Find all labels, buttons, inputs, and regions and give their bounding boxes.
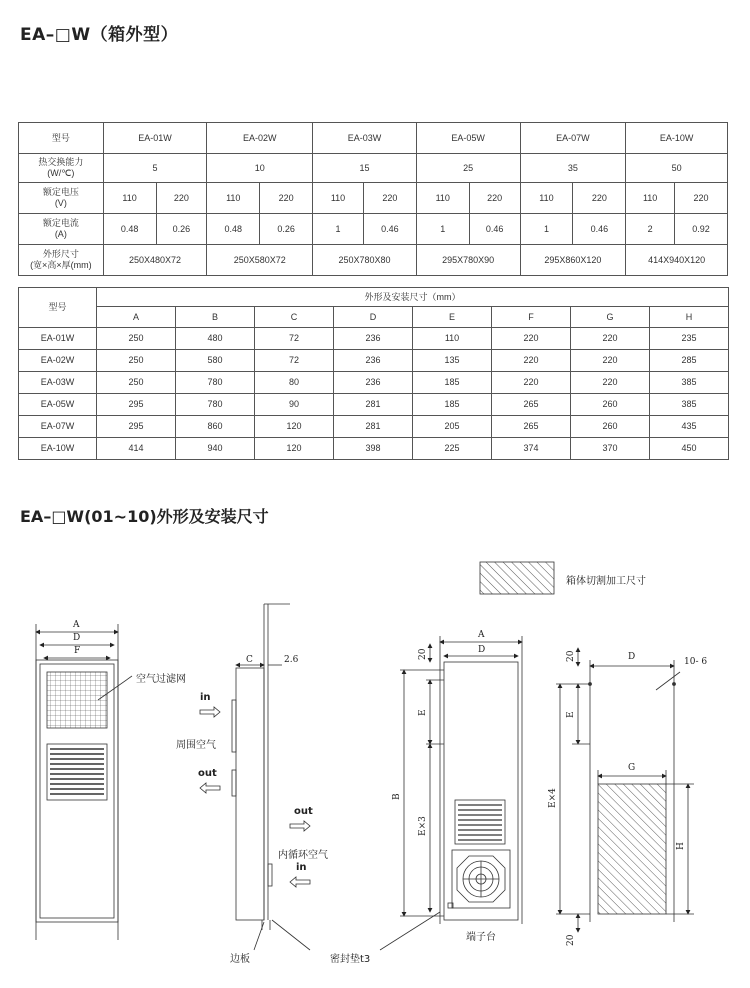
dim-model-cell: EA-05W bbox=[19, 394, 97, 416]
voltage-cell: 110 bbox=[103, 183, 156, 214]
dim-value-cell: 385 bbox=[650, 394, 729, 416]
dim-value-cell: 110 bbox=[413, 328, 492, 350]
dim-e3-install: E×3 bbox=[418, 816, 428, 836]
dim-value-cell: 236 bbox=[334, 350, 413, 372]
front-view bbox=[36, 624, 132, 940]
voltage-label: 额定电压 (V) bbox=[19, 183, 104, 214]
dim-c-side: C bbox=[246, 655, 253, 665]
dim-value-cell: 80 bbox=[255, 372, 334, 394]
model-cell: EA-10W bbox=[626, 123, 728, 154]
dim-value-cell: 414 bbox=[97, 438, 176, 460]
dim-d-install: D bbox=[478, 645, 486, 655]
dim-thickness: 2.6 bbox=[284, 655, 299, 665]
dim-value-cell: 250 bbox=[97, 372, 176, 394]
heat-cell: 5 bbox=[103, 154, 207, 183]
dim-20-cutout-top: 20 bbox=[566, 650, 576, 662]
cutout-view bbox=[556, 648, 694, 932]
dim-column: D bbox=[334, 307, 413, 328]
dim-e4-cutout: E×4 bbox=[548, 788, 558, 808]
dim-a-install: A bbox=[478, 630, 485, 640]
dim-model-cell: EA-02W bbox=[19, 350, 97, 372]
dim-value-cell: 860 bbox=[176, 416, 255, 438]
dim-value-cell: 220 bbox=[492, 328, 571, 350]
internal-air-label: 内循环空气 bbox=[278, 850, 328, 861]
dim-value-cell: 220 bbox=[571, 350, 650, 372]
dim-value-cell: 120 bbox=[255, 416, 334, 438]
voltage-cell: 220 bbox=[156, 183, 207, 214]
voltage-cell: 110 bbox=[207, 183, 260, 214]
dim-value-cell: 236 bbox=[334, 372, 413, 394]
size-cell: 295X780X90 bbox=[416, 245, 520, 276]
heat-cell: 35 bbox=[520, 154, 626, 183]
current-cell: 1 bbox=[313, 214, 364, 245]
dim-value-cell: 120 bbox=[255, 438, 334, 460]
side-view bbox=[232, 604, 440, 950]
dim-value-cell: 580 bbox=[176, 350, 255, 372]
current-cell: 2 bbox=[626, 214, 675, 245]
dim-f-front: F bbox=[74, 646, 81, 656]
heat-cell: 25 bbox=[416, 154, 520, 183]
dim-e-install: E bbox=[418, 709, 428, 716]
dim-value-cell: 235 bbox=[650, 328, 729, 350]
dim-value-cell: 385 bbox=[650, 372, 729, 394]
dim-value-cell: 265 bbox=[492, 394, 571, 416]
dim-value-cell: 450 bbox=[650, 438, 729, 460]
dim-value-cell: 780 bbox=[176, 394, 255, 416]
current-cell: 1 bbox=[520, 214, 573, 245]
model-cell: EA-07W bbox=[520, 123, 626, 154]
current-cell: 0.48 bbox=[103, 214, 156, 245]
filter-label: 空气过滤网 bbox=[136, 674, 186, 685]
dim-value-cell: 72 bbox=[255, 328, 334, 350]
drawing-title: EA–□W(01~10)外形及安装尺寸 bbox=[20, 507, 269, 526]
dim-value-cell: 260 bbox=[571, 394, 650, 416]
model-cell: EA-02W bbox=[207, 123, 313, 154]
current-cell: 0.48 bbox=[207, 214, 260, 245]
out-label-internal: out bbox=[294, 806, 313, 817]
dim-value-cell: 295 bbox=[97, 416, 176, 438]
current-cell: 0.46 bbox=[363, 214, 416, 245]
legend-label: 箱体切割加工尺寸 bbox=[566, 576, 646, 587]
dim-column: H bbox=[650, 307, 729, 328]
dim-value-cell: 260 bbox=[571, 416, 650, 438]
dim-20-install-top: 20 bbox=[418, 648, 428, 660]
voltage-cell: 110 bbox=[416, 183, 469, 214]
dim-value-cell: 220 bbox=[571, 372, 650, 394]
dim-value-cell: 250 bbox=[97, 350, 176, 372]
current-cell: 0.92 bbox=[674, 214, 727, 245]
dim-value-cell: 281 bbox=[334, 416, 413, 438]
dim-value-cell: 374 bbox=[492, 438, 571, 460]
dim-value-cell: 72 bbox=[255, 350, 334, 372]
dim-value-cell: 295 bbox=[97, 394, 176, 416]
dim-h-cutout: H bbox=[676, 842, 686, 850]
size-cell: 250X780X80 bbox=[313, 245, 417, 276]
out-label-ambient: out bbox=[198, 768, 217, 779]
current-cell: 0.26 bbox=[260, 214, 313, 245]
dim-value-cell: 281 bbox=[334, 394, 413, 416]
dim-value-cell: 940 bbox=[176, 438, 255, 460]
dim-value-cell: 780 bbox=[176, 372, 255, 394]
dim-b-install: B bbox=[392, 793, 402, 800]
voltage-cell: 110 bbox=[520, 183, 573, 214]
install-front-view bbox=[400, 636, 522, 924]
voltage-cell: 220 bbox=[260, 183, 313, 214]
in-label-internal: in bbox=[296, 862, 307, 873]
dim-model-cell: EA-10W bbox=[19, 438, 97, 460]
size-cell: 295X860X120 bbox=[520, 245, 626, 276]
dim-value-cell: 435 bbox=[650, 416, 729, 438]
legend-hatch-swatch bbox=[480, 562, 554, 594]
dim-value-cell: 185 bbox=[413, 394, 492, 416]
dim-value-cell: 285 bbox=[650, 350, 729, 372]
seal-label: 密封垫t3 bbox=[330, 954, 371, 965]
dim-model-cell: EA-03W bbox=[19, 372, 97, 394]
heat-cell: 10 bbox=[207, 154, 313, 183]
dim-header: 外形及安装尺寸（mm） bbox=[97, 288, 729, 307]
dim-column: A bbox=[97, 307, 176, 328]
dim-value-cell: 185 bbox=[413, 372, 492, 394]
heat-label: 热交换能力 (W/℃) bbox=[19, 154, 104, 183]
voltage-cell: 110 bbox=[626, 183, 675, 214]
dim-value-cell: 236 bbox=[334, 328, 413, 350]
model-label: 型号 bbox=[19, 123, 104, 154]
dim-model-cell: EA-07W bbox=[19, 416, 97, 438]
dim-column: B bbox=[176, 307, 255, 328]
dim-column: G bbox=[571, 307, 650, 328]
dim-value-cell: 480 bbox=[176, 328, 255, 350]
model-cell: EA-01W bbox=[103, 123, 207, 154]
dim-holes: 10- 6 bbox=[684, 657, 708, 667]
heat-cell: 15 bbox=[313, 154, 417, 183]
in-label-ambient: in bbox=[200, 692, 211, 703]
voltage-cell: 220 bbox=[573, 183, 626, 214]
dim-value-cell: 90 bbox=[255, 394, 334, 416]
dim-model-cell: EA-01W bbox=[19, 328, 97, 350]
dim-column: F bbox=[492, 307, 571, 328]
heat-cell: 50 bbox=[626, 154, 728, 183]
dim-e-cutout: E bbox=[566, 711, 576, 718]
current-cell: 0.46 bbox=[469, 214, 520, 245]
dim-d-front: D bbox=[73, 633, 81, 643]
size-cell: 250X480X72 bbox=[103, 245, 207, 276]
dim-value-cell: 220 bbox=[492, 350, 571, 372]
model-cell: EA-03W bbox=[313, 123, 417, 154]
dim-model-label: 型号 bbox=[19, 288, 97, 328]
dim-d-cutout: D bbox=[628, 652, 636, 662]
voltage-cell: 220 bbox=[363, 183, 416, 214]
dim-value-cell: 220 bbox=[571, 328, 650, 350]
voltage-cell: 220 bbox=[469, 183, 520, 214]
dim-value-cell: 225 bbox=[413, 438, 492, 460]
dim-value-cell: 398 bbox=[334, 438, 413, 460]
voltage-cell: 220 bbox=[674, 183, 727, 214]
dim-column: E bbox=[413, 307, 492, 328]
edge-plate-label: 边板 bbox=[230, 954, 250, 965]
current-cell: 0.26 bbox=[156, 214, 207, 245]
ambient-air-label: 周围空气 bbox=[176, 740, 216, 751]
dim-20-cutout-bottom: 20 bbox=[566, 934, 576, 946]
voltage-cell: 110 bbox=[313, 183, 364, 214]
size-label: 外形尺寸 (宽×高×厚(mm) bbox=[19, 245, 104, 276]
dim-value-cell: 265 bbox=[492, 416, 571, 438]
dim-column: C bbox=[255, 307, 334, 328]
dim-g-cutout: G bbox=[628, 763, 636, 773]
terminal-label: 端子台 bbox=[466, 932, 496, 943]
dim-value-cell: 220 bbox=[492, 372, 571, 394]
current-label: 额定电流 (A) bbox=[19, 214, 104, 245]
size-cell: 414X940X120 bbox=[626, 245, 728, 276]
dim-value-cell: 205 bbox=[413, 416, 492, 438]
dim-value-cell: 250 bbox=[97, 328, 176, 350]
current-cell: 0.46 bbox=[573, 214, 626, 245]
dim-a-front: A bbox=[73, 620, 80, 630]
page-title: EA–□W（箱外型） bbox=[20, 25, 179, 45]
dim-value-cell: 135 bbox=[413, 350, 492, 372]
size-cell: 250X580X72 bbox=[207, 245, 313, 276]
dim-value-cell: 370 bbox=[571, 438, 650, 460]
current-cell: 1 bbox=[416, 214, 469, 245]
model-cell: EA-05W bbox=[416, 123, 520, 154]
